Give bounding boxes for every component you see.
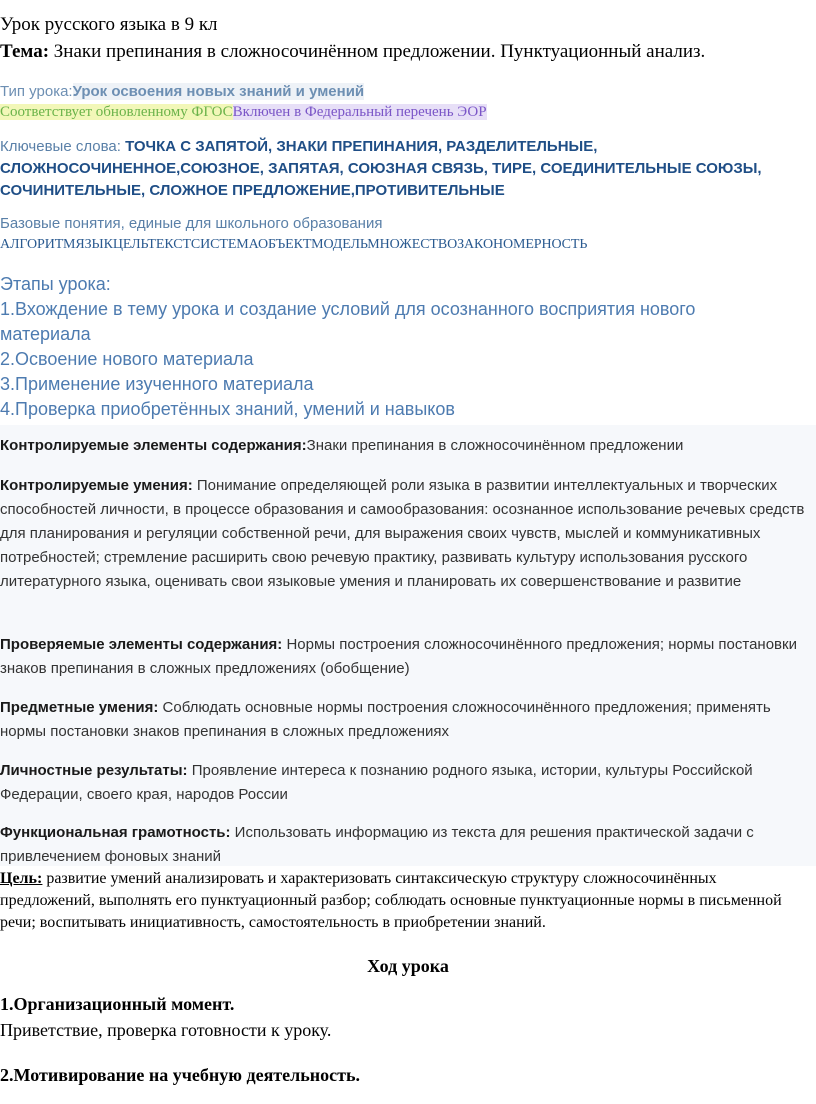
subject-skills-label: Предметные умения: [0, 699, 159, 716]
topic-value: Знаки препинания в сложносочинённом предложении. Пунктуационный анализ. [53, 41, 706, 62]
lesson-type-value: Урок освоения новых знаний и умений [72, 83, 365, 100]
lesson-progress-heading: Ход урока [367, 956, 449, 976]
stage-item: 4.Проверка приобретённых знаний, умений и навыков [0, 399, 455, 419]
basic-concepts-value: АЛГОРИТМЯЗЫКЦЕЛЬТЕКСТСИСТЕМАОБЪЕКТМОДЕЛЬМНОЖЕСТВОЗАКОНОМЕРНОСТЬ [0, 237, 588, 252]
checked-content-label: Проверяемые элементы содержания: [0, 636, 283, 653]
lesson-type-label: Тип урока: [0, 83, 73, 100]
keywords-label: Ключевые слова: [0, 138, 121, 155]
stages-label: Этапы урока: [0, 274, 111, 294]
controlled-content [0, 434, 810, 458]
personal-results-text: Проявление интереса к познанию родного языка, истории, культуры Российской Федерации, своего края, народов России [0, 762, 753, 803]
standards-line [0, 102, 487, 122]
functional-literacy [0, 821, 810, 869]
keywords-value: ТОЧКА С ЗАПЯТОЙ, ЗНАКИ ПРЕПИНАНИЯ, РАЗДЕЛИТЕЛЬНЫЕ, СЛОЖНОСОЧИНЕННОЕ,СОЮЗНОЕ, ЗАПЯТАЯ, СОЮЗНАЯ СВЯЗЬ, ТИРЕ, СОЕДИНИТЕЛЬНЫЕ СОЮЗЫ, СОЧИНИТЕЛЬНЫЕ, СЛОЖНОЕ ПРЕДЛОЖЕНИЕ,ПРОТИВИТЕЛЬНЫЕ [0, 138, 762, 199]
section-1-title: 1.Организационный момент. [0, 994, 235, 1014]
goal-label: Цель: [0, 870, 43, 887]
controlled-content-label: Контролируемые элементы содержания: [0, 437, 307, 454]
stage-item: 2.Освоение нового материала [0, 349, 254, 369]
controlled-content-text: Знаки препинания в сложносочинённом предложении [306, 437, 684, 454]
goal-text: развитие умений анализировать и характеризовать синтаксическую структуру сложносочинённых предложений, выполнять его пунктуационный разбор; соблюдать основные пунктуационные нормы в письменной речи; воспитывать инициативность, самостоятельность в приобретении знаний. [0, 870, 782, 931]
basic-concepts-label: Базовые понятия, единые для школьного образования [0, 215, 383, 232]
controlled-skills [0, 474, 810, 594]
checked-content [0, 633, 810, 681]
section-1-text: Приветствие, проверка готовности к уроку. [0, 1020, 332, 1040]
subject-skills [0, 696, 810, 744]
section-2-title: 2.Мотивирование на учебную деятельность. [0, 1065, 360, 1085]
document-title: Урок русского языка в 9 кл [0, 14, 218, 35]
functional-literacy-label: Функциональная грамотность: [0, 824, 231, 841]
subject-skills-text: Соблюдать основные нормы построения сложносочинённого предложения; применять нормы постановки знаков препинания в сложных предложениях [0, 699, 771, 740]
stage-item: 3.Применение изученного материала [0, 374, 314, 394]
lesson-stages [0, 272, 790, 422]
checked-content-text: Нормы построения сложносочинённого предложения; нормы постановки знаков препинания в сложных предложениях (обобщение) [0, 636, 797, 677]
stage-item: 1.Вхождение в тему урока и создание условий для осознанного восприятия нового материала [0, 299, 696, 344]
topic-label: Тема: [0, 41, 50, 62]
keywords [0, 136, 812, 202]
fgos-badge: Соответствует обновленному ФГОС [0, 104, 233, 120]
controlled-skills-label: Контролируемые умения: [0, 477, 193, 494]
functional-literacy-text: Использовать информацию из текста для решения практической задачи с привлечением фоновых знаний [0, 824, 754, 865]
personal-results-label: Личностные результаты: [0, 762, 188, 779]
lesson-topic [0, 40, 705, 64]
personal-results [0, 759, 810, 807]
lesson-type [0, 82, 364, 102]
controlled-skills-text: Понимание определяющей роли языка в развитии интеллектуальных и творческих способностей личности, в процессе образования и самообразования: осознанное использование речевых средств для планирования и регуляции собственной речи, для выражения своих чувств, мыслей и коммуникативных потребностей; стремление расширить свою речевую практику, развивать культуру использования русского литературного языка, оценивать свои языковые умения и планировать их совершенствование и развитие [0, 477, 805, 590]
lesson-goal [0, 868, 800, 934]
eor-badge: Включен в Федеральный перечень ЭОР [232, 104, 487, 120]
